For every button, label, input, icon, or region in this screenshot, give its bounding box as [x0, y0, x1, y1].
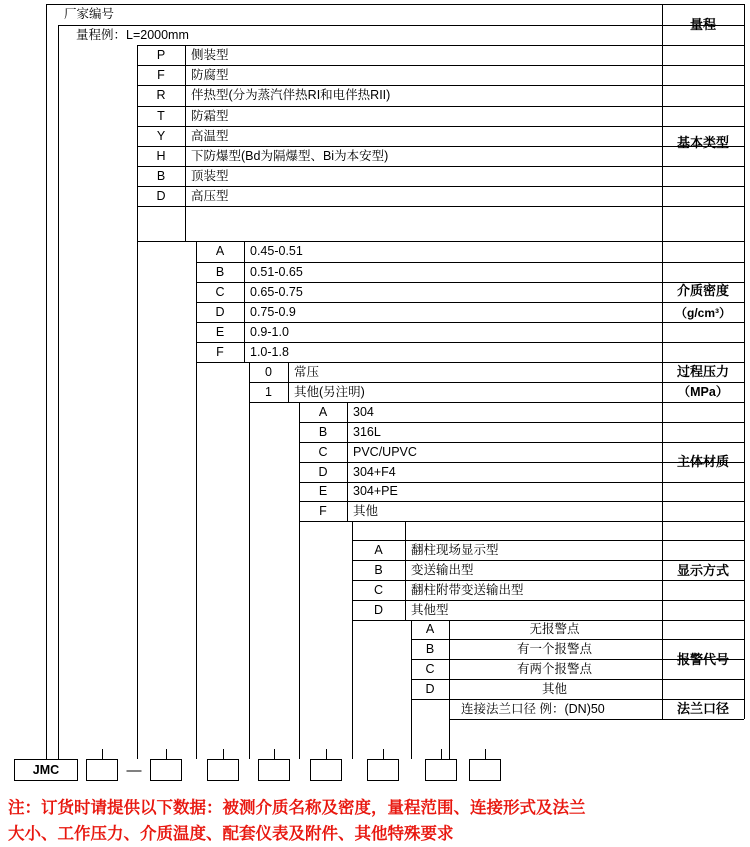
desc-cell: 有一个报警点 — [516, 641, 592, 656]
code-cell: 1 — [265, 384, 272, 399]
stem-line — [102, 749, 103, 759]
model-prefix-box: JMC — [14, 759, 78, 781]
group-label-density — [662, 241, 744, 362]
code-cell: A — [215, 244, 225, 259]
desc-cell: 高压型 — [191, 188, 229, 203]
desc-cell: 1.0-1.8 — [250, 344, 289, 359]
stem-line — [449, 699, 450, 759]
model-slot-8 — [469, 759, 501, 781]
desc-cell: 0.45-0.51 — [250, 244, 303, 259]
desc-cell: 防霜型 — [191, 108, 229, 123]
code-cell: F — [216, 344, 224, 359]
model-slot-7 — [425, 759, 457, 781]
code-cell: H — [156, 148, 166, 163]
model-slot-1 — [86, 759, 118, 781]
code-cell: D — [373, 602, 384, 617]
model-slot-5 — [310, 759, 342, 781]
desc-cell: 304+PE — [353, 484, 398, 499]
group-label-density-unit: （g/cm³） — [674, 305, 731, 320]
desc-cell: 顶装型 — [191, 168, 229, 183]
model-slot-3 — [207, 759, 239, 781]
group-label-body-material: 主体材质 — [676, 453, 729, 469]
desc-cell: 高温型 — [191, 128, 229, 143]
range-example-label: 量程例：L=2000mm — [76, 27, 189, 42]
code-cell: F — [319, 503, 327, 518]
code-cell: B — [215, 264, 225, 279]
group-label-process-pressure-text: 过程压力 — [676, 364, 729, 380]
code-cell: A — [425, 622, 435, 637]
code-cell: A — [318, 404, 328, 419]
model-separator: — — [126, 761, 142, 779]
order-note-line2: 大小、工作压力、介质温度、配套仪表及附件、其他特殊要求 — [8, 824, 454, 843]
stem-line — [441, 749, 442, 759]
code-cell: Y — [156, 128, 166, 143]
code-cell: 0 — [265, 364, 272, 379]
desc-cell: 其他(另注明) — [294, 384, 365, 399]
code-cell: B — [374, 562, 383, 577]
code-cell: R — [156, 88, 166, 103]
model-slot-2 — [150, 759, 182, 781]
code-cell: C — [425, 661, 435, 676]
code-cell: P — [156, 47, 166, 62]
group-label-density-text: 介质密度 — [676, 283, 729, 299]
stem-line — [383, 749, 384, 759]
stem-line — [46, 4, 47, 759]
code-cell: A — [374, 542, 383, 557]
stem-line — [326, 749, 327, 759]
rule — [744, 4, 745, 719]
desc-cell: 下防爆型(Bd为隔爆型、Bi为本安型) — [191, 148, 389, 163]
rule — [137, 206, 744, 207]
code-cell: B — [156, 168, 166, 183]
code-cell: F — [157, 67, 165, 82]
order-note — [8, 796, 748, 847]
code-cell: B — [318, 424, 328, 439]
desc-cell: 0.9-1.0 — [250, 324, 289, 339]
desc-cell: 0.65-0.75 — [250, 284, 303, 299]
order-note-line1: 注：订货时请提供以下数据：被测介质名称及密度，量程范围、连接形式及法兰 — [8, 799, 586, 817]
desc-cell: 翻柱现场显示型 — [411, 542, 499, 557]
desc-cell: 316L — [353, 424, 381, 439]
desc-cell: 防腐型 — [191, 67, 229, 82]
code-cell: D — [318, 464, 328, 479]
code-cell: D — [425, 681, 435, 696]
group-label-display-mode: 显示方式 — [676, 562, 729, 578]
stem-line — [223, 749, 224, 759]
code-cell: E — [215, 324, 225, 339]
desc-cell: 有两个报警点 — [516, 661, 592, 676]
group-label-basic-type: 基本类型 — [676, 135, 729, 151]
desc-cell: 无报警点 — [529, 622, 580, 637]
desc-cell: 其他 — [353, 503, 379, 518]
code-cell: C — [373, 582, 384, 597]
desc-cell: 常压 — [294, 364, 320, 379]
code-cell: B — [425, 641, 435, 656]
group-label-process-pressure — [662, 362, 744, 402]
stem-line — [166, 749, 167, 759]
stem-line — [249, 362, 250, 759]
code-cell: T — [157, 108, 165, 123]
code-cell: E — [318, 484, 328, 499]
group-label-process-pressure-unit: （MPa） — [677, 384, 729, 399]
group-label-flange-size: 法兰口径 — [676, 701, 729, 717]
desc-cell: PVC/UPVC — [353, 444, 417, 459]
desc-cell: 304+F4 — [353, 464, 396, 479]
code-cell: D — [156, 188, 166, 203]
model-slot-4 — [258, 759, 290, 781]
desc-cell: 其他型 — [411, 602, 449, 617]
desc-cell: 侧装型 — [191, 47, 229, 62]
code-cell: C — [318, 444, 328, 459]
code-cell: D — [215, 304, 225, 319]
group-label-alarm-code: 报警代号 — [676, 651, 729, 667]
flange-size-desc: 连接法兰口径 例：(DN)50 — [461, 701, 605, 716]
stem-line — [485, 749, 486, 759]
desc-cell: 304 — [353, 404, 374, 419]
desc-cell: 0.51-0.65 — [250, 264, 303, 279]
code-cell: C — [215, 284, 225, 299]
manufacturer-number-label: 厂家编号 — [64, 7, 115, 22]
desc-cell: 变送输出型 — [411, 562, 474, 577]
model-slot-6 — [367, 759, 399, 781]
desc-cell: 其他 — [541, 681, 567, 696]
desc-cell: 翻柱附带变送输出型 — [411, 582, 524, 597]
stem-line — [274, 749, 275, 759]
desc-cell: 0.75-0.9 — [250, 304, 296, 319]
group-label-range: 量程 — [689, 16, 716, 32]
stem-line — [58, 25, 59, 759]
desc-cell: 伴热型(分为蒸汽伴热RI和电伴热RII) — [191, 88, 391, 103]
rule — [449, 719, 744, 720]
